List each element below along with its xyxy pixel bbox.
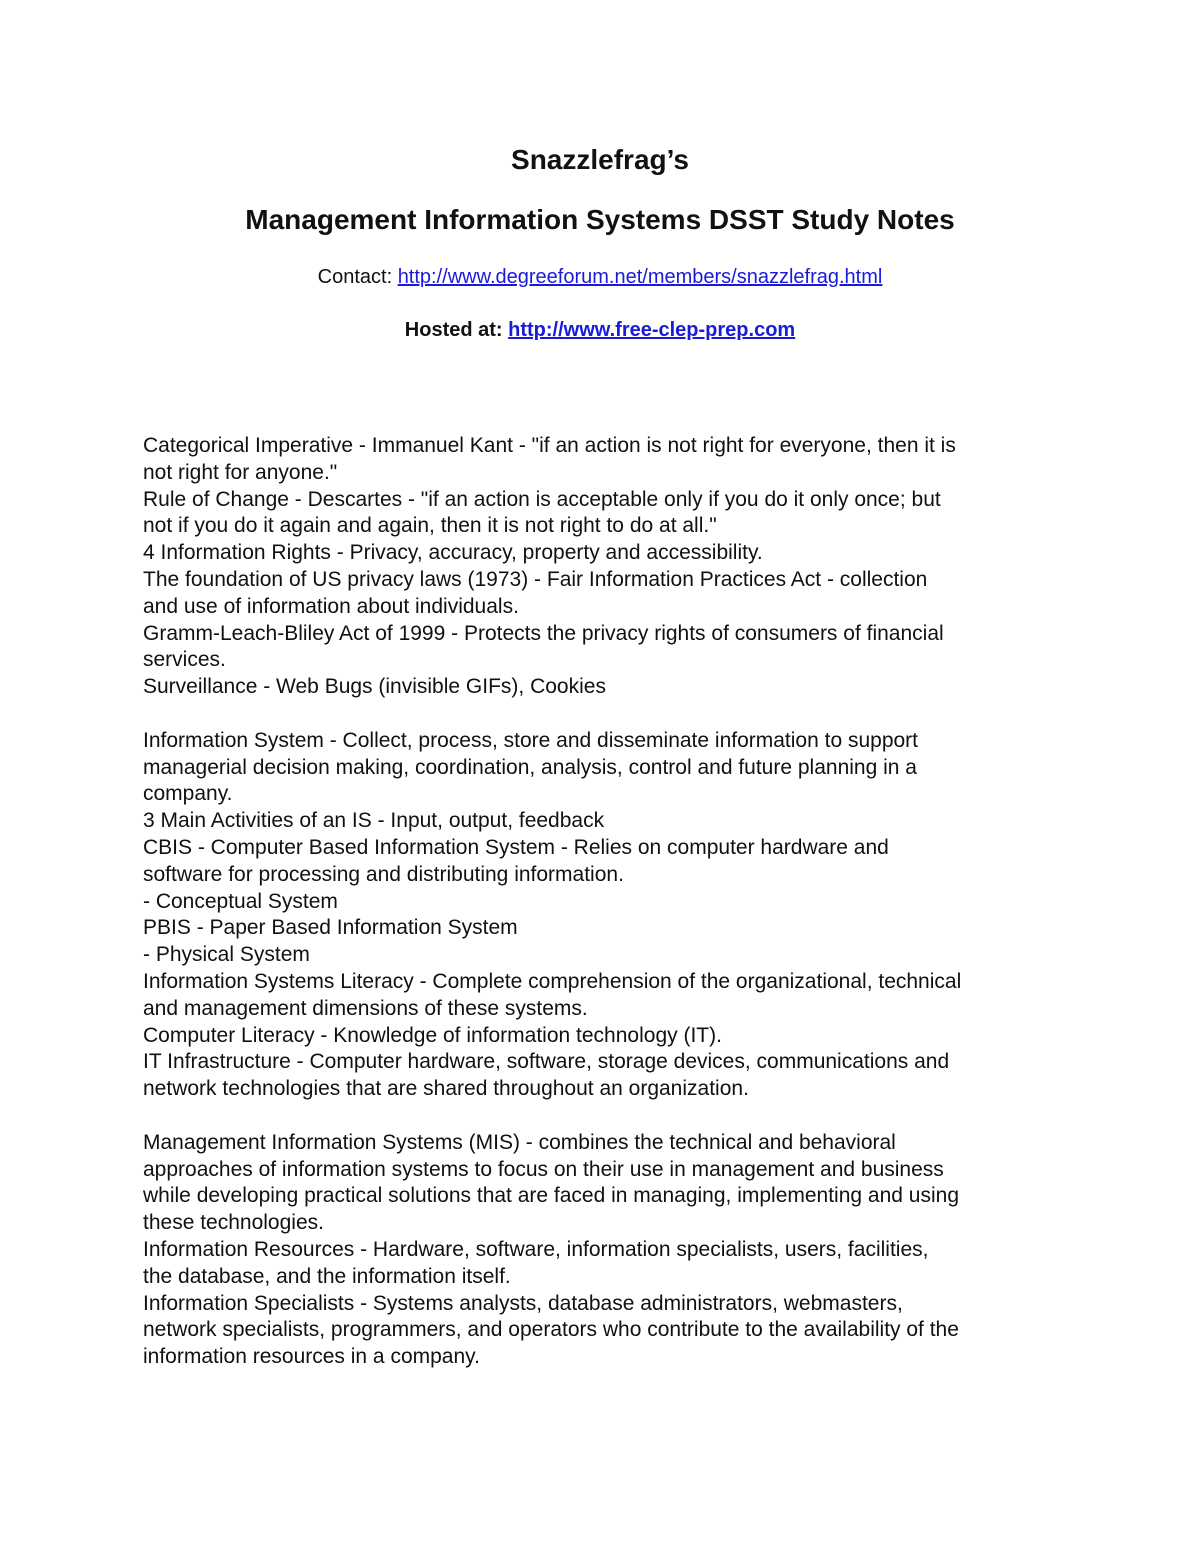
paragraph-spacer <box>143 1103 1073 1130</box>
notes-line: Information Specialists - Systems analysts, database administrators, webmasters, <box>143 1291 903 1315</box>
document-title: Snazzlefrag’s <box>511 144 689 175</box>
notes-line: PBIS - Paper Based Information System <box>143 916 518 940</box>
notes-line: network specialists, programmers, and operators who contribute to the availability of the <box>143 1318 959 1342</box>
notes-line: software for processing and distributing information. <box>143 862 624 886</box>
notes-line: CBIS - Computer Based Information System - Relies on computer hardware and <box>143 835 889 859</box>
notes-line: the database, and the information itself. <box>143 1264 511 1288</box>
notes-line: Rule of Change - Descartes - "if an action is acceptable only if you do it only once; but <box>143 487 941 511</box>
hosted-link[interactable]: http://www.free-clep-prep.com <box>508 319 796 341</box>
notes-line: Information System - Collect, process, store and disseminate information to support <box>143 728 919 752</box>
notes-line: Surveillance - Web Bugs (invisible GIFs), Cookies <box>143 675 606 699</box>
notes-line: Information Resources - Hardware, software, information specialists, users, facilities, <box>143 1237 929 1261</box>
notes-line: managerial decision making, coordination, analysis, control and future planning in a <box>143 755 917 779</box>
notes-line: Gramm-Leach-Bliley Act of 1999 - Protects the privacy rights of consumers of financial <box>143 621 944 645</box>
notes-body <box>143 433 1073 1371</box>
notes-line: company. <box>143 782 233 806</box>
notes-line: network technologies that are shared throughout an organization. <box>143 1077 749 1101</box>
notes-line: Categorical Imperative - Immanuel Kant - "if an action is not right for everyone, then it is <box>143 434 956 457</box>
notes-line: and use of information about individuals. <box>143 594 519 618</box>
notes-line: information resources in a company. <box>143 1345 480 1369</box>
notes-line: Management Information Systems (MIS) - combines the technical and behavioral <box>143 1130 896 1154</box>
paragraph-spacer <box>143 701 1073 728</box>
notes-line: Information Systems Literacy - Complete comprehension of the organizational, technical <box>143 969 962 993</box>
notes-line: Computer Literacy - Knowledge of information technology (IT). <box>143 1023 722 1047</box>
notes-line: 4 Information Rights - Privacy, accuracy, property and accessibility. <box>143 541 763 565</box>
notes-line: while developing practical solutions that are faced in managing, implementing and using <box>143 1184 959 1208</box>
contact-link[interactable]: http://www.degreeforum.net/members/snazzlefrag.html <box>397 266 883 288</box>
notes-line: approaches of information systems to focus on their use in management and business <box>143 1157 944 1181</box>
hosted-label: Hosted at: <box>404 319 509 341</box>
notes-line: not if you do it again and again, then it is not right to do at all." <box>143 514 717 538</box>
notes-line: IT Infrastructure - Computer hardware, software, storage devices, communications and <box>143 1050 950 1074</box>
notes-line: not right for anyone." <box>143 460 338 484</box>
notes-line: services. <box>143 648 226 672</box>
notes-line: and management dimensions of these systems. <box>143 996 588 1020</box>
contact-line <box>0 262 1200 292</box>
notes-line: The foundation of US privacy laws (1973) - Fair Information Practices Act - collection <box>143 567 928 591</box>
hosted-line <box>0 315 1200 345</box>
contact-label: Contact: <box>317 266 398 288</box>
notes-line: these technologies. <box>143 1211 324 1235</box>
notes-line: - Conceptual System <box>143 889 338 913</box>
notes-line: - Physical System <box>143 943 310 967</box>
notes-line: 3 Main Activities of an IS - Input, output, feedback <box>143 809 605 833</box>
document-subtitle: Management Information Systems DSST Study Notes <box>245 204 955 235</box>
